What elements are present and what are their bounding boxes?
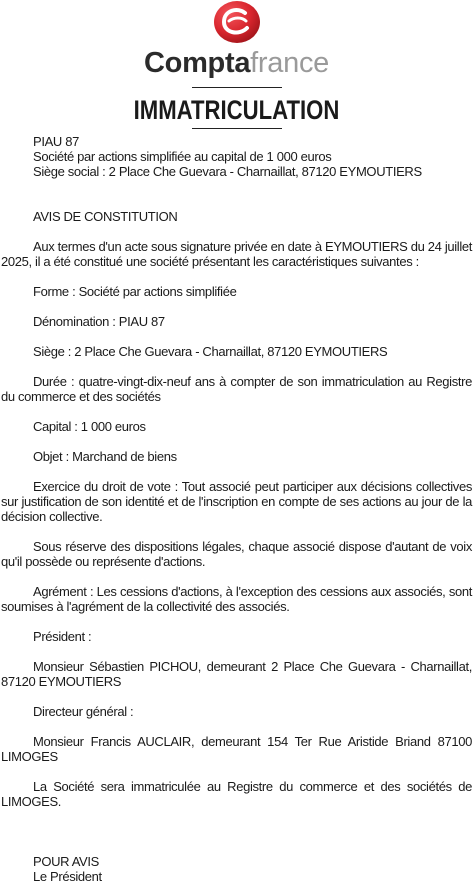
brand-light: france <box>250 47 329 79</box>
spacer <box>0 464 473 479</box>
paragraph-reserve: Sous réserve des dispositions légales, chaque associé dispose d'autant de voix qu'il possède ou représente d'actions. <box>1 539 472 569</box>
title-bottom-rule <box>192 128 282 129</box>
signature-line1: POUR AVIS <box>33 854 99 869</box>
spacer <box>0 569 473 584</box>
spacer <box>0 329 473 344</box>
spacer <box>0 809 473 839</box>
spacer <box>0 359 473 374</box>
spacer <box>0 224 473 239</box>
spacer <box>0 764 473 779</box>
spacer <box>0 179 473 209</box>
paragraph-president: Monsieur Sébastien PICHOU, demeurant 2 Place Che Guevara - Charnaillat, 87120 EYMOUTIERS <box>1 659 472 689</box>
paragraph-denomination: Dénomination : PIAU 87 <box>33 314 165 329</box>
brand-bold: Compta <box>144 47 251 79</box>
capital-line: Société par actions simplifiée au capital de 1 000 euros <box>33 149 332 164</box>
company-name: PIAU 87 <box>33 134 79 149</box>
spacer <box>0 839 473 854</box>
president-label: Président : <box>33 629 92 644</box>
page-title: IMMATRICULATION <box>133 95 340 125</box>
spacer <box>0 689 473 704</box>
spacer <box>0 434 473 449</box>
paragraph-dg: Monsieur Francis AUCLAIR, demeurant 154 Ter Rue Aristide Briand 87100 LIMOGES <box>1 734 472 764</box>
seat-line: Siège social : 2 Place Che Guevara - Charnaillat, 87120 EYMOUTIERS <box>33 164 422 179</box>
header <box>0 0 473 134</box>
comptafrance-logo-icon <box>212 0 262 44</box>
spacer <box>0 614 473 629</box>
notice-body <box>0 134 473 884</box>
brand-name <box>0 45 473 81</box>
spacer <box>0 404 473 419</box>
paragraph-siege: Siège : 2 Place Che Guevara - Charnaillat, 87120 EYMOUTIERS <box>33 344 388 359</box>
spacer <box>0 524 473 539</box>
title-top-rule <box>192 87 282 88</box>
signature-line2: Le Président <box>33 869 102 884</box>
spacer <box>0 719 473 734</box>
dg-label: Directeur général : <box>33 704 134 719</box>
paragraph-capital: Capital : 1 000 euros <box>33 419 146 434</box>
paragraph-objet: Objet : Marchand de biens <box>33 449 177 464</box>
paragraph-agrement: Agrément : Les cessions d'actions, à l'exception des cessions aux associés, sont soumises à l'agrément de la collectivité des associés. <box>1 584 472 614</box>
paragraph-duree: Durée : quatre-vingt-dix-neuf ans à compter de son immatriculation au Registre du commerce et des sociétés <box>1 374 472 404</box>
spacer <box>0 299 473 314</box>
notice-heading: AVIS DE CONSTITUTION <box>33 209 178 224</box>
paragraph-forme: Forme : Société par actions simplifiée <box>33 284 237 299</box>
paragraph-vote: Exercice du droit de vote : Tout associé peut participer aux décisions collectives sur justification de son identité et de l'inscription en compte de ses actions au jour de la décision collective. <box>1 479 472 524</box>
paragraph-intro: Aux termes d'un acte sous signature privée en date à EYMOUTIERS du 24 juillet 2025, il a été constitué une société présentant les caractéristiques suivantes : <box>1 239 472 269</box>
paragraph-registration: La Société sera immatriculée au Registre du commerce et des sociétés de LIMOGES. <box>1 779 472 809</box>
spacer <box>0 644 473 659</box>
spacer <box>0 269 473 284</box>
